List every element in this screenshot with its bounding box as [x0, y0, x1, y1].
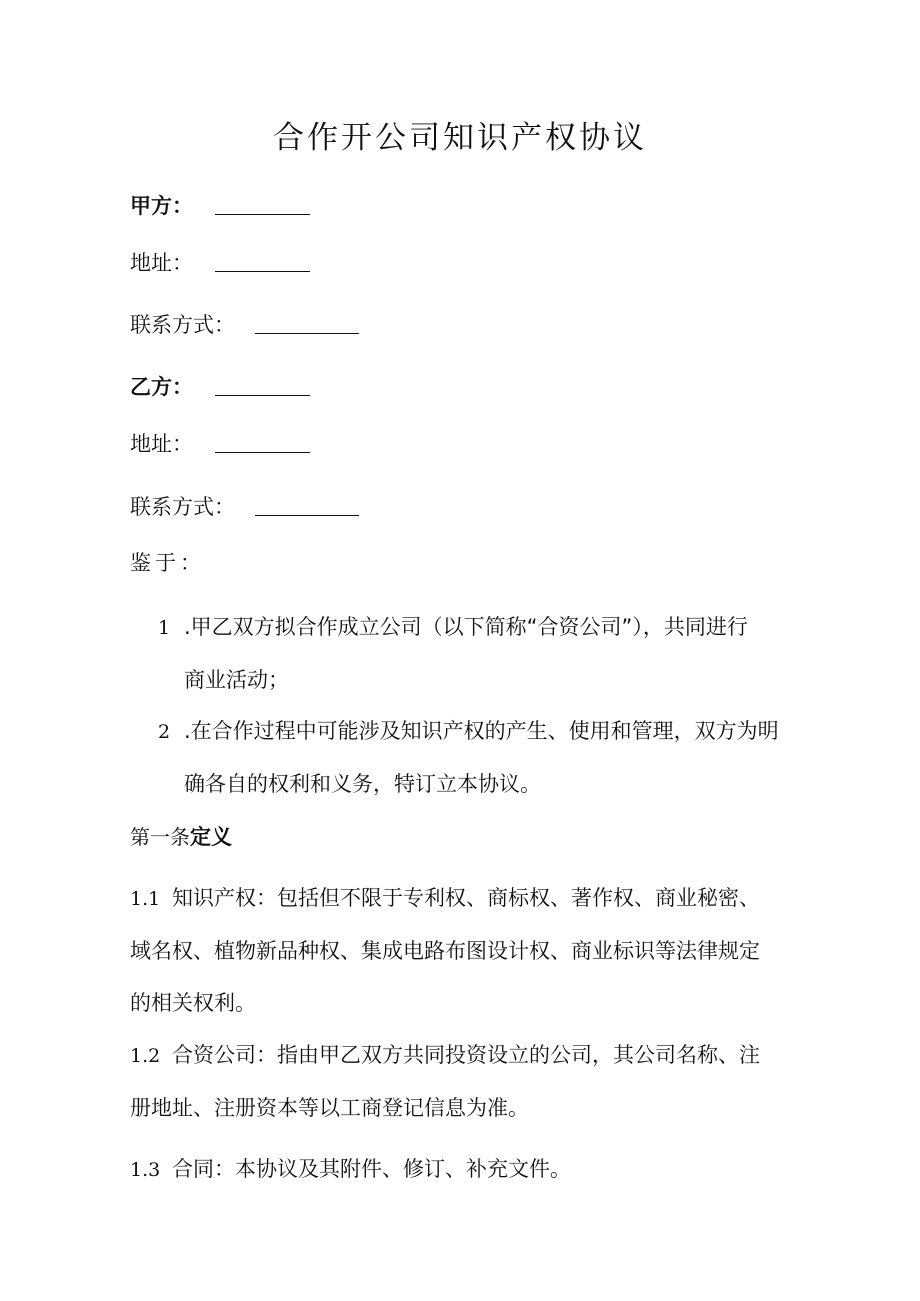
party-a-label: 甲方：	[130, 194, 193, 218]
party-a-contact-row	[130, 310, 359, 340]
party-a-contact-blank[interactable]	[255, 311, 359, 334]
clause-1-2-line2: 册地址、注册资本等以工商登记信息为准。	[130, 1096, 529, 1120]
whereas-item-2-num: 2	[158, 721, 171, 743]
party-a-blank[interactable]	[215, 192, 310, 215]
clause-1-3-num: 1.3	[130, 1159, 161, 1181]
party-a-row	[130, 191, 310, 221]
party-b-label: 乙方：	[130, 375, 193, 399]
clause-1-1-num: 1.1	[130, 888, 161, 910]
party-b-address-row	[130, 429, 310, 459]
clause-1-2-line1: 合资公司：指由甲乙双方共同投资设立的公司，其公司名称、注	[172, 1043, 760, 1067]
clause-1-2	[130, 1029, 760, 1134]
party-a-address-label: 地址：	[130, 251, 193, 275]
clause-1-3-line1: 合同：本协议及其附件、修订、补充文件。	[172, 1157, 571, 1181]
clause-1-1-line3: 的相关权利。	[130, 991, 256, 1015]
article-1-title: 定义	[190, 825, 232, 849]
whereas-item-2-line2: 确各自的权利和义务，特订立本协议。	[184, 772, 541, 796]
clause-1-2-num: 1.2	[130, 1045, 161, 1067]
document-title: 合作开公司知识产权协议	[273, 120, 647, 156]
article-1-heading	[130, 822, 232, 852]
party-a-address-row	[130, 248, 310, 278]
clause-1-3	[130, 1143, 571, 1196]
whereas-item-1-line1: .甲乙双方拟合作成立公司（以下简称“合资公司”），共同进行	[184, 615, 748, 639]
party-a-contact-label: 联系方式：	[130, 313, 235, 337]
whereas-item-1	[158, 601, 748, 706]
clause-1-1-line1: 知识产权：包括但不限于专利权、商标权、著作权、商业秘密、	[172, 886, 760, 910]
party-b-address-blank[interactable]	[215, 430, 310, 453]
article-1-prefix: 第一条	[130, 825, 190, 849]
whereas-item-2-line1: .在合作过程中可能涉及知识产权的产生、使用和管理，双方为明	[184, 719, 779, 743]
clause-1-1-line2: 域名权、植物新品种权、集成电路布图设计权、商业标识等法律规定	[130, 939, 760, 963]
whereas-item-1-num: 1	[158, 617, 171, 639]
party-b-contact-label: 联系方式：	[130, 495, 235, 519]
whereas-item-1-line2: 商业活动；	[184, 668, 289, 692]
clause-1-1	[130, 872, 760, 1029]
party-b-address-label: 地址：	[130, 432, 193, 456]
whereas-label: 鉴于：	[130, 551, 205, 575]
party-b-contact-row	[130, 492, 359, 522]
party-b-contact-blank[interactable]	[255, 493, 359, 516]
whereas-item-2	[158, 705, 779, 810]
party-b-blank[interactable]	[215, 373, 310, 396]
party-b-row	[130, 372, 310, 402]
party-a-address-blank[interactable]	[215, 249, 310, 272]
